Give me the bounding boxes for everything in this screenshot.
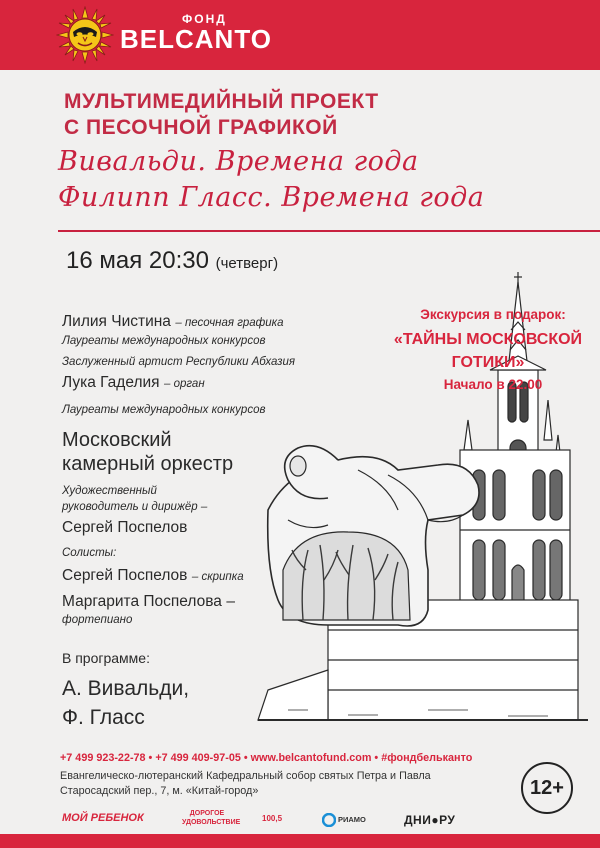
orchestra-name (62, 428, 233, 476)
sponsor-riamo-logo: РИАМО (338, 815, 366, 824)
program-label: В программе: (62, 650, 150, 666)
brand-name: BELCANTO (120, 24, 272, 54)
soloist-2-role: фортепиано (62, 614, 133, 626)
excursion-start-time: Начало в 22.00 (443, 377, 543, 392)
performer-1-role: – песочная графика (175, 317, 284, 329)
orchestra-line2: камерный оркестр (62, 453, 234, 475)
performer-1-name: Лилия Чистина (62, 313, 171, 330)
soloist-1 (62, 567, 244, 585)
soloist-2 (62, 593, 235, 611)
header-banner (0, 0, 600, 70)
event-weekday: (четверг) (215, 255, 279, 272)
riamo-circle-icon (322, 813, 336, 827)
soloist-1-name: Сергей Поспелов (62, 567, 188, 584)
age-rating-badge: 12+ (521, 762, 573, 814)
composers-list (62, 674, 189, 732)
title-divider (58, 230, 600, 232)
sponsors-bar (0, 806, 600, 834)
contact-line: +7 499 923-22-78 • +7 499 409-97-05 • www.belcantofund.com • #фондбельканто (60, 752, 473, 764)
program-title-vivaldi: Вивальди. Времена года (58, 146, 419, 177)
venue-name: Евангелическо-лютеранский Кафедральный собор святых Петра и Павла (60, 770, 431, 782)
event-datetime: 16 мая 20:30 (66, 247, 209, 274)
bottom-strip (0, 834, 600, 848)
composer-glass: Ф. Гласс (62, 706, 145, 729)
sponsor-dorogoe-logo: ДОРОГОЕ УДОВОЛЬСТВИЕ (182, 810, 241, 826)
soloist-2-dash: – (226, 593, 235, 610)
project-subtitle-line1: МУЛЬТИМЕДИЙНЫЙ ПРОЕКТ (64, 90, 379, 113)
performer-2-name: Лука Гаделия (62, 374, 160, 391)
director-line2: руководитель и дирижёр – (62, 501, 208, 513)
project-subtitle-line2: С ПЕСОЧНОЙ ГРАФИКОЙ (64, 116, 338, 139)
sponsor-dni-ru-logo: ДНИ●РУ (404, 813, 456, 827)
soloists-label: Солисты: (62, 547, 117, 559)
excursion-heading: Экскурсия в подарок: (420, 307, 566, 322)
composer-vivaldi: А. Вивальди, (62, 677, 190, 700)
performer-2-role: – орган (164, 378, 205, 390)
performer-2-note: Лауреаты международных конкурсов (62, 404, 266, 416)
excursion-title-line2: ГОТИКИ» (451, 354, 525, 371)
sponsor-radio-logo: 100,5 (262, 814, 283, 823)
orchestra-line1: Московский (62, 429, 172, 451)
sponsor-moy-rebenok-logo: МОЙ РЕБЕНОК (62, 812, 144, 824)
performer-2 (62, 374, 205, 392)
performer-2-title: Заслуженный артист Республики Абхазия (62, 356, 296, 368)
soloist-1-role: – скрипка (191, 571, 244, 583)
performer-1-note: Лауреаты международных конкурсов (62, 335, 266, 347)
venue-address: Старосадский пер., 7, м. «Китай-город» (60, 785, 259, 797)
program-title-glass: Филипп Гласс. Времена года (58, 182, 485, 213)
sun-mask-logo-icon (56, 6, 114, 64)
director-line1: Художественный (62, 485, 157, 497)
director-name: Сергей Поспелов (62, 519, 188, 536)
excursion-title-line1: «ТАЙНЫ МОСКОВСКОЙ (393, 331, 583, 348)
fond-label: ФОНД (182, 12, 227, 26)
soloist-2-name: Маргарита Поспелова (62, 593, 222, 610)
